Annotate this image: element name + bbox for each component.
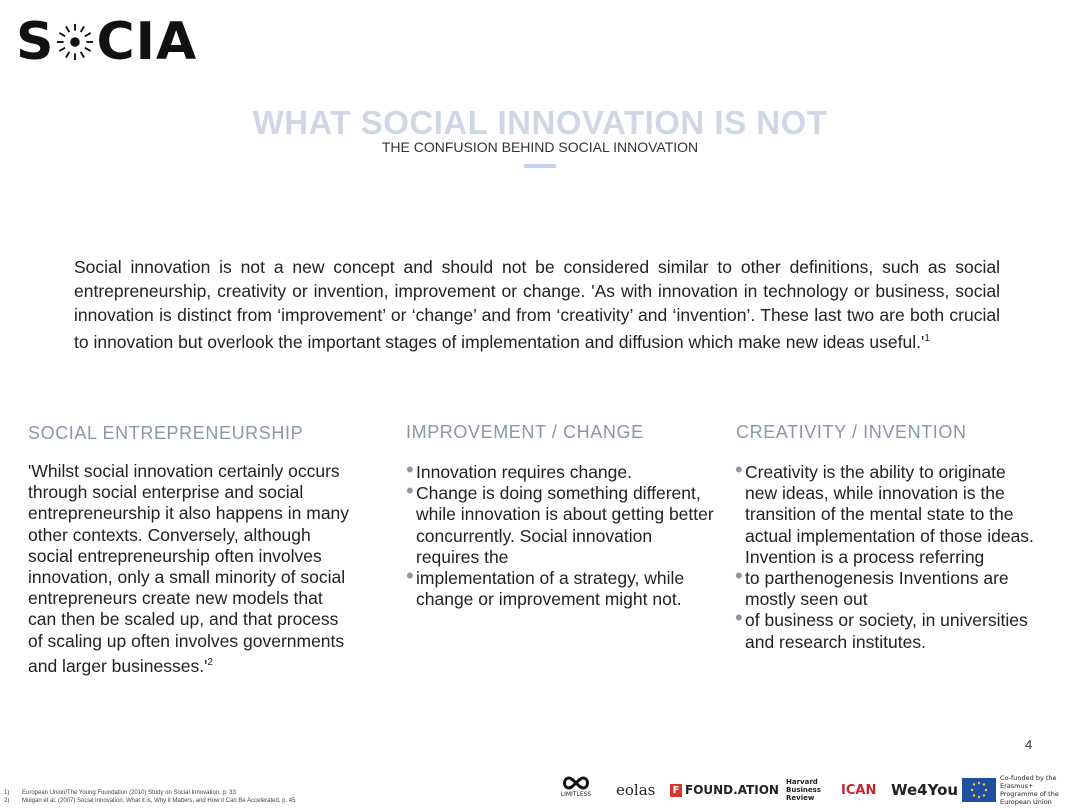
list-item: • Innovation requires change.	[406, 457, 632, 482]
heading-improvement-change: IMPROVEMENT / CHANGE	[406, 422, 644, 442]
foundation-f-icon: F	[670, 784, 682, 797]
heading-creativity-invention: CREATIVITY / INVENTION	[736, 422, 967, 442]
title-underline	[524, 164, 556, 168]
page-subtitle: THE CONFUSION BEHIND SOCIAL INNOVATION	[381, 139, 699, 155]
people-circle-icon	[56, 23, 94, 61]
erasmus-logo: Co-funded by the Erasmus+ Programme of the European Union	[962, 775, 1070, 805]
infinity-icon	[561, 775, 591, 791]
list-item: • implementation of a strategy, while change or improvement might not.	[406, 563, 685, 610]
logo-letters-cia: CIA	[96, 12, 198, 72]
column-improvement-change	[406, 457, 716, 610]
ican-logo: ICAN	[841, 782, 877, 798]
bullet-icon: •	[406, 478, 414, 504]
column-social-entrepreneurship	[28, 461, 353, 677]
bullet-icon: •	[735, 605, 743, 631]
bullet-icon: •	[406, 457, 414, 482]
hbr-logo: Harvard Business Review	[786, 778, 821, 802]
socia-logo	[16, 12, 198, 72]
foundation-logo: F FOUND.ATION	[670, 775, 779, 805]
column-creativity-invention	[735, 457, 1035, 653]
bullet-icon: •	[406, 563, 414, 589]
social-entrepreneurship-footnote: 2	[207, 656, 213, 668]
list-item: • Creativity is the ability to originate new ideas, while innovation is the transition of the mental state to the actual implementation of those ideas. Invention is a process referring	[735, 457, 1034, 567]
logo-letter-s: S	[16, 12, 55, 72]
intro-paragraph	[74, 255, 1000, 354]
limitless-logo: LIMITLESS	[556, 775, 596, 805]
heading-social-entrepreneurship: SOCIAL ENTREPRENEURSHIP	[28, 423, 304, 443]
page-title: WHAT SOCIAL INNOVATION IS NOT	[252, 104, 828, 141]
references	[4, 789, 295, 805]
intro-footnote: 1	[924, 333, 930, 344]
reference-item: 2) Mulgan et al. (2007) Social Innovation, What it is, Why it Matters, and How it Can Be Accelerated, p. 45	[4, 798, 296, 804]
bullet-icon: •	[735, 563, 743, 589]
we4you-logo: We4You	[891, 781, 959, 799]
list-item: • Change is doing something different, while innovation is about getting better concurrently. Social innovation requires the	[406, 478, 714, 567]
intro-text: Social innovation is not a new concept and should not be considered similar to other definitions, such as social entrepreneurship, creativity or invention, improvement or change. 'As with innovation in technology or business, social innovation is distinct from ‘improvement’ or ‘change’ and from ‘creativity’ and ‘invention’. These last two are both crucial to innovation but overlook the important stages of implementation and diffusion which make new ideas useful.'	[74, 257, 1000, 352]
list-item: • of business or society, in universities and research institutes.	[735, 605, 1028, 652]
reference-item: 1) European Union/The Young Foundation (2010) Study on Social Innovation, p. 33	[4, 790, 236, 796]
page-number: 4	[1025, 737, 1033, 752]
eolas-logo: eolas	[616, 781, 656, 799]
list-item: • to parthenogenesis Inventions are mostly seen out	[735, 563, 1009, 610]
social-entrepreneurship-text: 'Whilst social innovation certainly occurs through social enterprise and social entrepreneurship it also happens in many other contexts. Conversely, although social entrepreneurship often involves innovation, only a small minority of social entrepreneurs create new models that can then be scaled up, and that process of scaling up often involves governments and larger businesses.'	[28, 461, 350, 676]
eu-flag-icon	[962, 778, 996, 802]
bullet-icon: •	[735, 457, 743, 482]
